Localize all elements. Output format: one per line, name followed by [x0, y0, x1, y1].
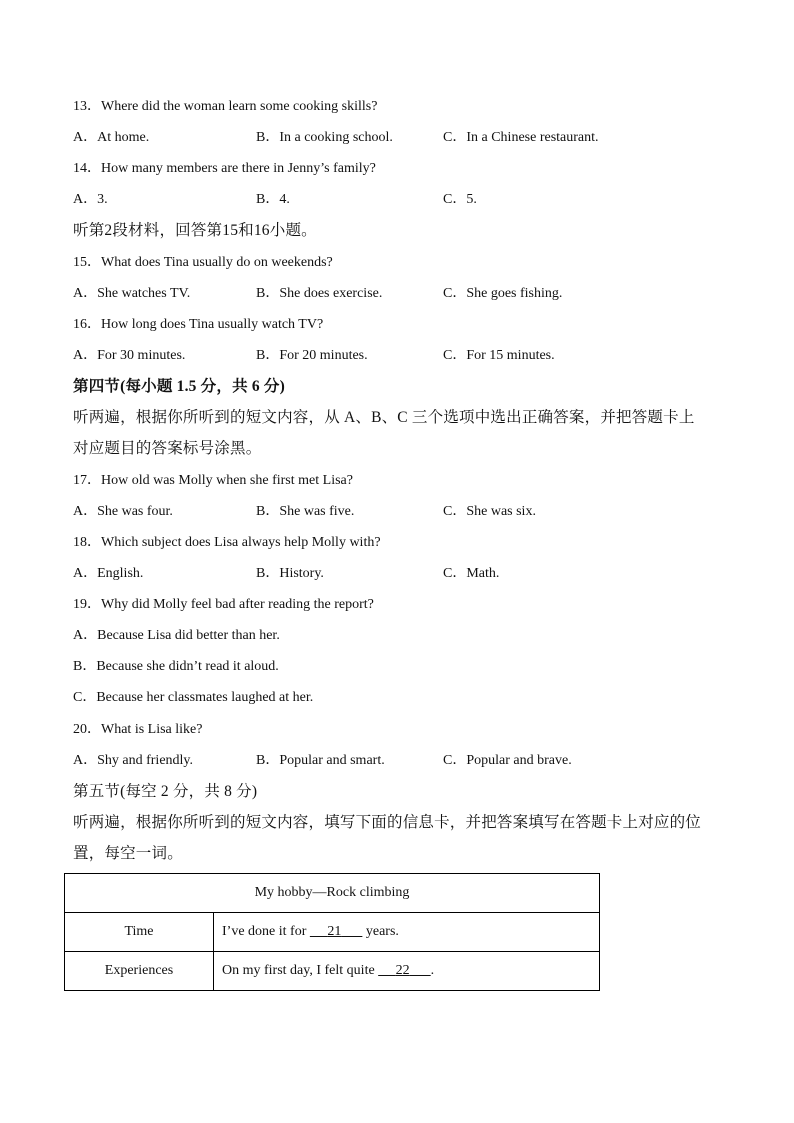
- section-4-instruction-line1: 听两遍，根据你所听到的短文内容，从 A、B、C 三个选项中选出正确答案，并把答题卡上: [73, 409, 695, 426]
- question-17: 17．How old was Molly when she first met Lisa?: [73, 473, 353, 488]
- q19-option-a: A．Because Lisa did better than her.: [73, 628, 280, 643]
- row-text-after: years.: [362, 924, 399, 939]
- question-13: 13．Where did the woman learn some cooking skills?: [73, 99, 378, 114]
- section-5-instruction-line1: 听两遍，根据你所听到的短文内容，填写下面的信息卡，并把答案填写在答题卡上对应的位: [73, 814, 702, 831]
- q18-option-b: B．History.: [256, 566, 324, 581]
- info-card-table: [64, 873, 600, 991]
- q17-option-b: B．She was five.: [256, 504, 355, 519]
- q14-option-b: B．4.: [256, 192, 290, 207]
- info-card-row-label: Experiences: [65, 952, 214, 991]
- info-card-row-value: [214, 913, 600, 952]
- q20-option-b: B．Popular and smart.: [256, 753, 385, 768]
- q14-option-c: C．5.: [443, 192, 477, 207]
- row-text-after: .: [430, 963, 435, 978]
- section-5-heading: 第五节(每空 2 分，共 8 分): [73, 783, 258, 800]
- question-19: 19．Why did Molly feel bad after reading the report?: [73, 597, 374, 612]
- question-16: 16．How long does Tina usually watch TV?: [73, 317, 324, 332]
- passage-2-intro: 听第2段材料，回答第15和16小题。: [73, 222, 317, 239]
- section-4-heading: 第四节(每小题 1.5 分，共 6 分): [73, 378, 285, 395]
- row-text-before: On my first day, I felt quite: [222, 963, 379, 978]
- section-4-instruction-line2: 对应题目的答案标号涂黑。: [73, 440, 262, 457]
- q20-option-a: A．Shy and friendly.: [73, 753, 194, 768]
- q18-option-a: A．English.: [73, 566, 144, 581]
- q14-option-a: A．3.: [73, 192, 108, 207]
- question-15: 15．What does Tina usually do on weekends?: [73, 255, 333, 270]
- q17-option-a: A．She was four.: [73, 504, 173, 519]
- q19-option-b: B．Because she didn’t read it aloud.: [73, 659, 279, 674]
- q13-option-a: A．At home.: [73, 130, 150, 145]
- answer-blank-22[interactable]: [378, 963, 431, 979]
- q19-option-c: C．Because her classmates laughed at her.: [73, 690, 314, 705]
- q15-option-a: A．She watches TV.: [73, 286, 191, 301]
- blank-number: 22: [395, 963, 410, 978]
- q16-option-b: B．For 20 minutes.: [256, 348, 368, 363]
- q13-option-c: C．In a Chinese restaurant.: [443, 130, 599, 145]
- question-18: 18．Which subject does Lisa always help Molly with?: [73, 535, 381, 550]
- row-text-before: I’ve done it for: [222, 924, 310, 939]
- q16-option-a: A．For 30 minutes.: [73, 348, 186, 363]
- answer-blank-21[interactable]: [310, 924, 363, 940]
- question-20: 20．What is Lisa like?: [73, 722, 203, 737]
- blank-number: 21: [327, 924, 342, 939]
- q15-option-b: B．She does exercise.: [256, 286, 383, 301]
- q16-option-c: C．For 15 minutes.: [443, 348, 555, 363]
- section-5-instruction-line2: 置，每空一词。: [73, 845, 183, 862]
- q17-option-c: C．She was six.: [443, 504, 536, 519]
- q18-option-c: C．Math.: [443, 566, 500, 581]
- q15-option-c: C．She goes fishing.: [443, 286, 563, 301]
- info-card-row-value: [214, 952, 600, 991]
- question-14: 14．How many members are there in Jenny’s family?: [73, 161, 376, 176]
- info-card-title: My hobby—Rock climbing: [65, 874, 600, 913]
- q20-option-c: C．Popular and brave.: [443, 753, 572, 768]
- q13-option-b: B．In a cooking school.: [256, 130, 393, 145]
- info-card-row-label: Time: [65, 913, 214, 952]
